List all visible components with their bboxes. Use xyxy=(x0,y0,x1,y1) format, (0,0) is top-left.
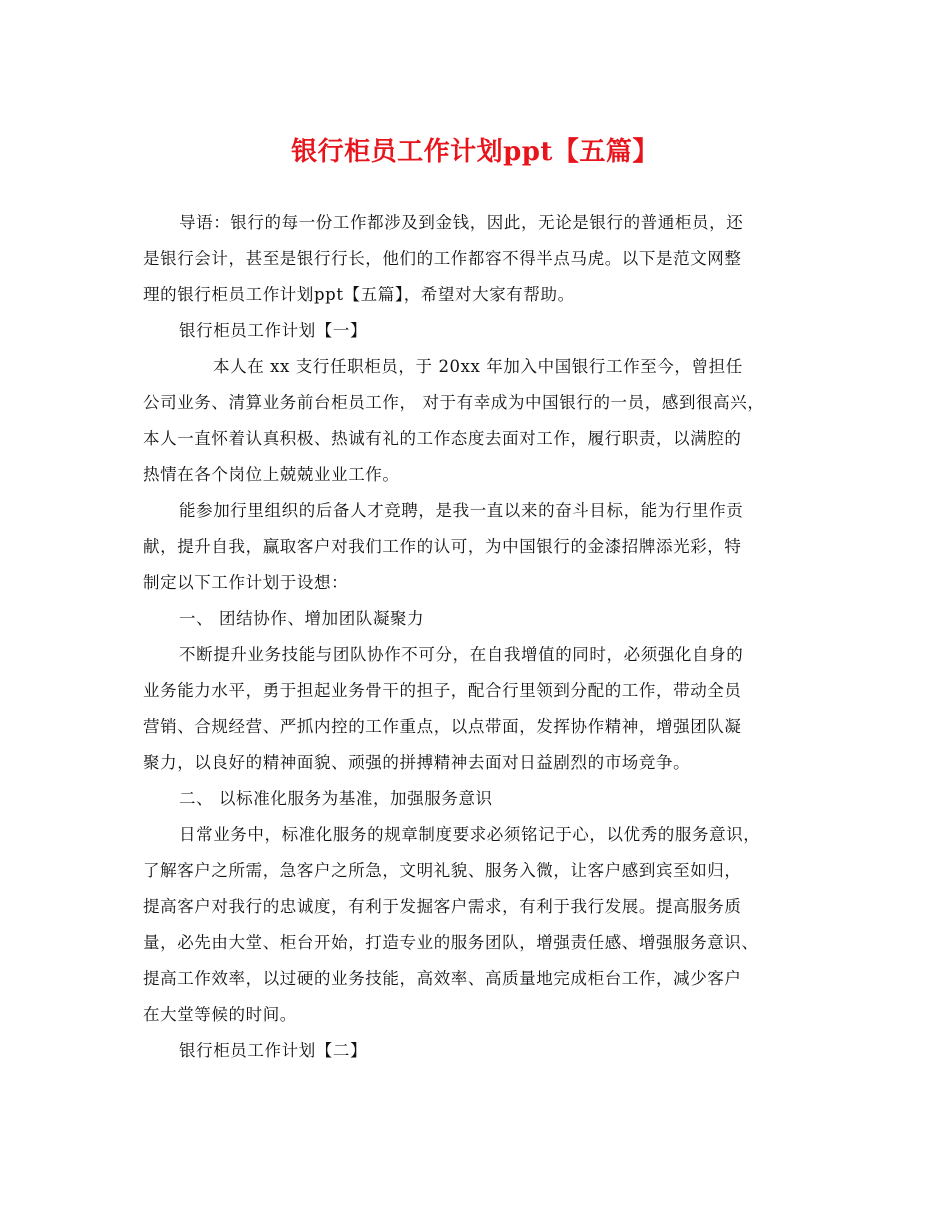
intro-line: 理的银行柜员工作计划ppt【五篇】，希望对大家有帮助。 xyxy=(143,285,575,304)
paragraph-line: 营销、合规经营、严抓内控的工作重点，以点带面，发挥协作精神，增强团队凝 xyxy=(143,717,742,736)
paragraph-line: 量，必先由大堂、柜台开始，打造专业的服务团队，增强责任感、增强服务意识、 xyxy=(143,933,759,952)
paragraph-line: 业务能力水平，勇于担起业务骨干的担子，配合行里领到分配的工作，带动全员 xyxy=(143,681,742,700)
paragraph-line: 在大堂等候的时间。 xyxy=(143,1005,297,1024)
document-body xyxy=(143,205,815,1069)
intro-line: 导语：银行的每一份工作都涉及到金钱，因此，无论是银行的普通柜员，还 xyxy=(179,213,744,232)
paragraph-line: 本人在 xx 支行任职柜员，于 20xx 年加入中国银行工作至今，曾担任 xyxy=(213,357,743,376)
paragraph-line: 了解客户之所需，急客户之所急，文明礼貌、服务入微，让客户感到宾至如归， xyxy=(143,861,742,880)
paragraph-line: 制定以下工作计划于设想： xyxy=(143,573,349,592)
paragraph-line: 献，提升自我，赢取客户对我们工作的认可，为中国银行的金漆招牌添光彩，特 xyxy=(143,537,742,556)
intro-line: 是银行会计，甚至是银行行长，他们的工作都容不得半点马虎。以下是范文网整 xyxy=(143,249,742,268)
paragraph-line: 能参加行里组织的后备人才竞聘，是我一直以来的奋斗目标，能为行里作贡 xyxy=(179,501,744,520)
section-heading-two: 银行柜员工作计划【二】 xyxy=(179,1041,368,1060)
paragraph-line: 日常业务中，标准化服务的规章制度要求必须铭记于心，以优秀的服务意识， xyxy=(179,825,761,844)
paragraph-line: 本人一直怀着认真积极、热诚有礼的工作态度去面对工作，履行职责，以满腔的 xyxy=(143,429,742,448)
paragraph-line: 公司业务、清算业务前台柜员工作， 对于有幸成为中国银行的一员，感到很高兴， xyxy=(143,393,765,412)
subheading-one: 一、 团结协作、增加团队凝聚力 xyxy=(179,609,425,628)
paragraph-line: 提高工作效率，以过硬的业务技能，高效率、高质量地完成柜台工作，减少客户 xyxy=(143,969,742,988)
paragraph-line: 聚力，以良好的精神面貌、顽强的拼搏精神去面对日益剧烈的市场竞争。 xyxy=(143,753,691,772)
subheading-two: 二、 以标准化服务为基准，加强服务意识 xyxy=(179,789,493,808)
paragraph-line: 提高客户对我行的忠诚度，有利于发掘客户需求，有利于我行发展。提高服务质 xyxy=(143,897,742,916)
paragraph-line: 热情在各个岗位上兢兢业业工作。 xyxy=(143,465,400,484)
paragraph-line: 不断提升业务技能与团队协作不可分，在自我增值的同时，必须强化自身的 xyxy=(179,645,744,664)
document-title: 银行柜员工作计划ppt【五篇】 xyxy=(291,137,659,167)
section-heading-one: 银行柜员工作计划【一】 xyxy=(179,321,368,340)
